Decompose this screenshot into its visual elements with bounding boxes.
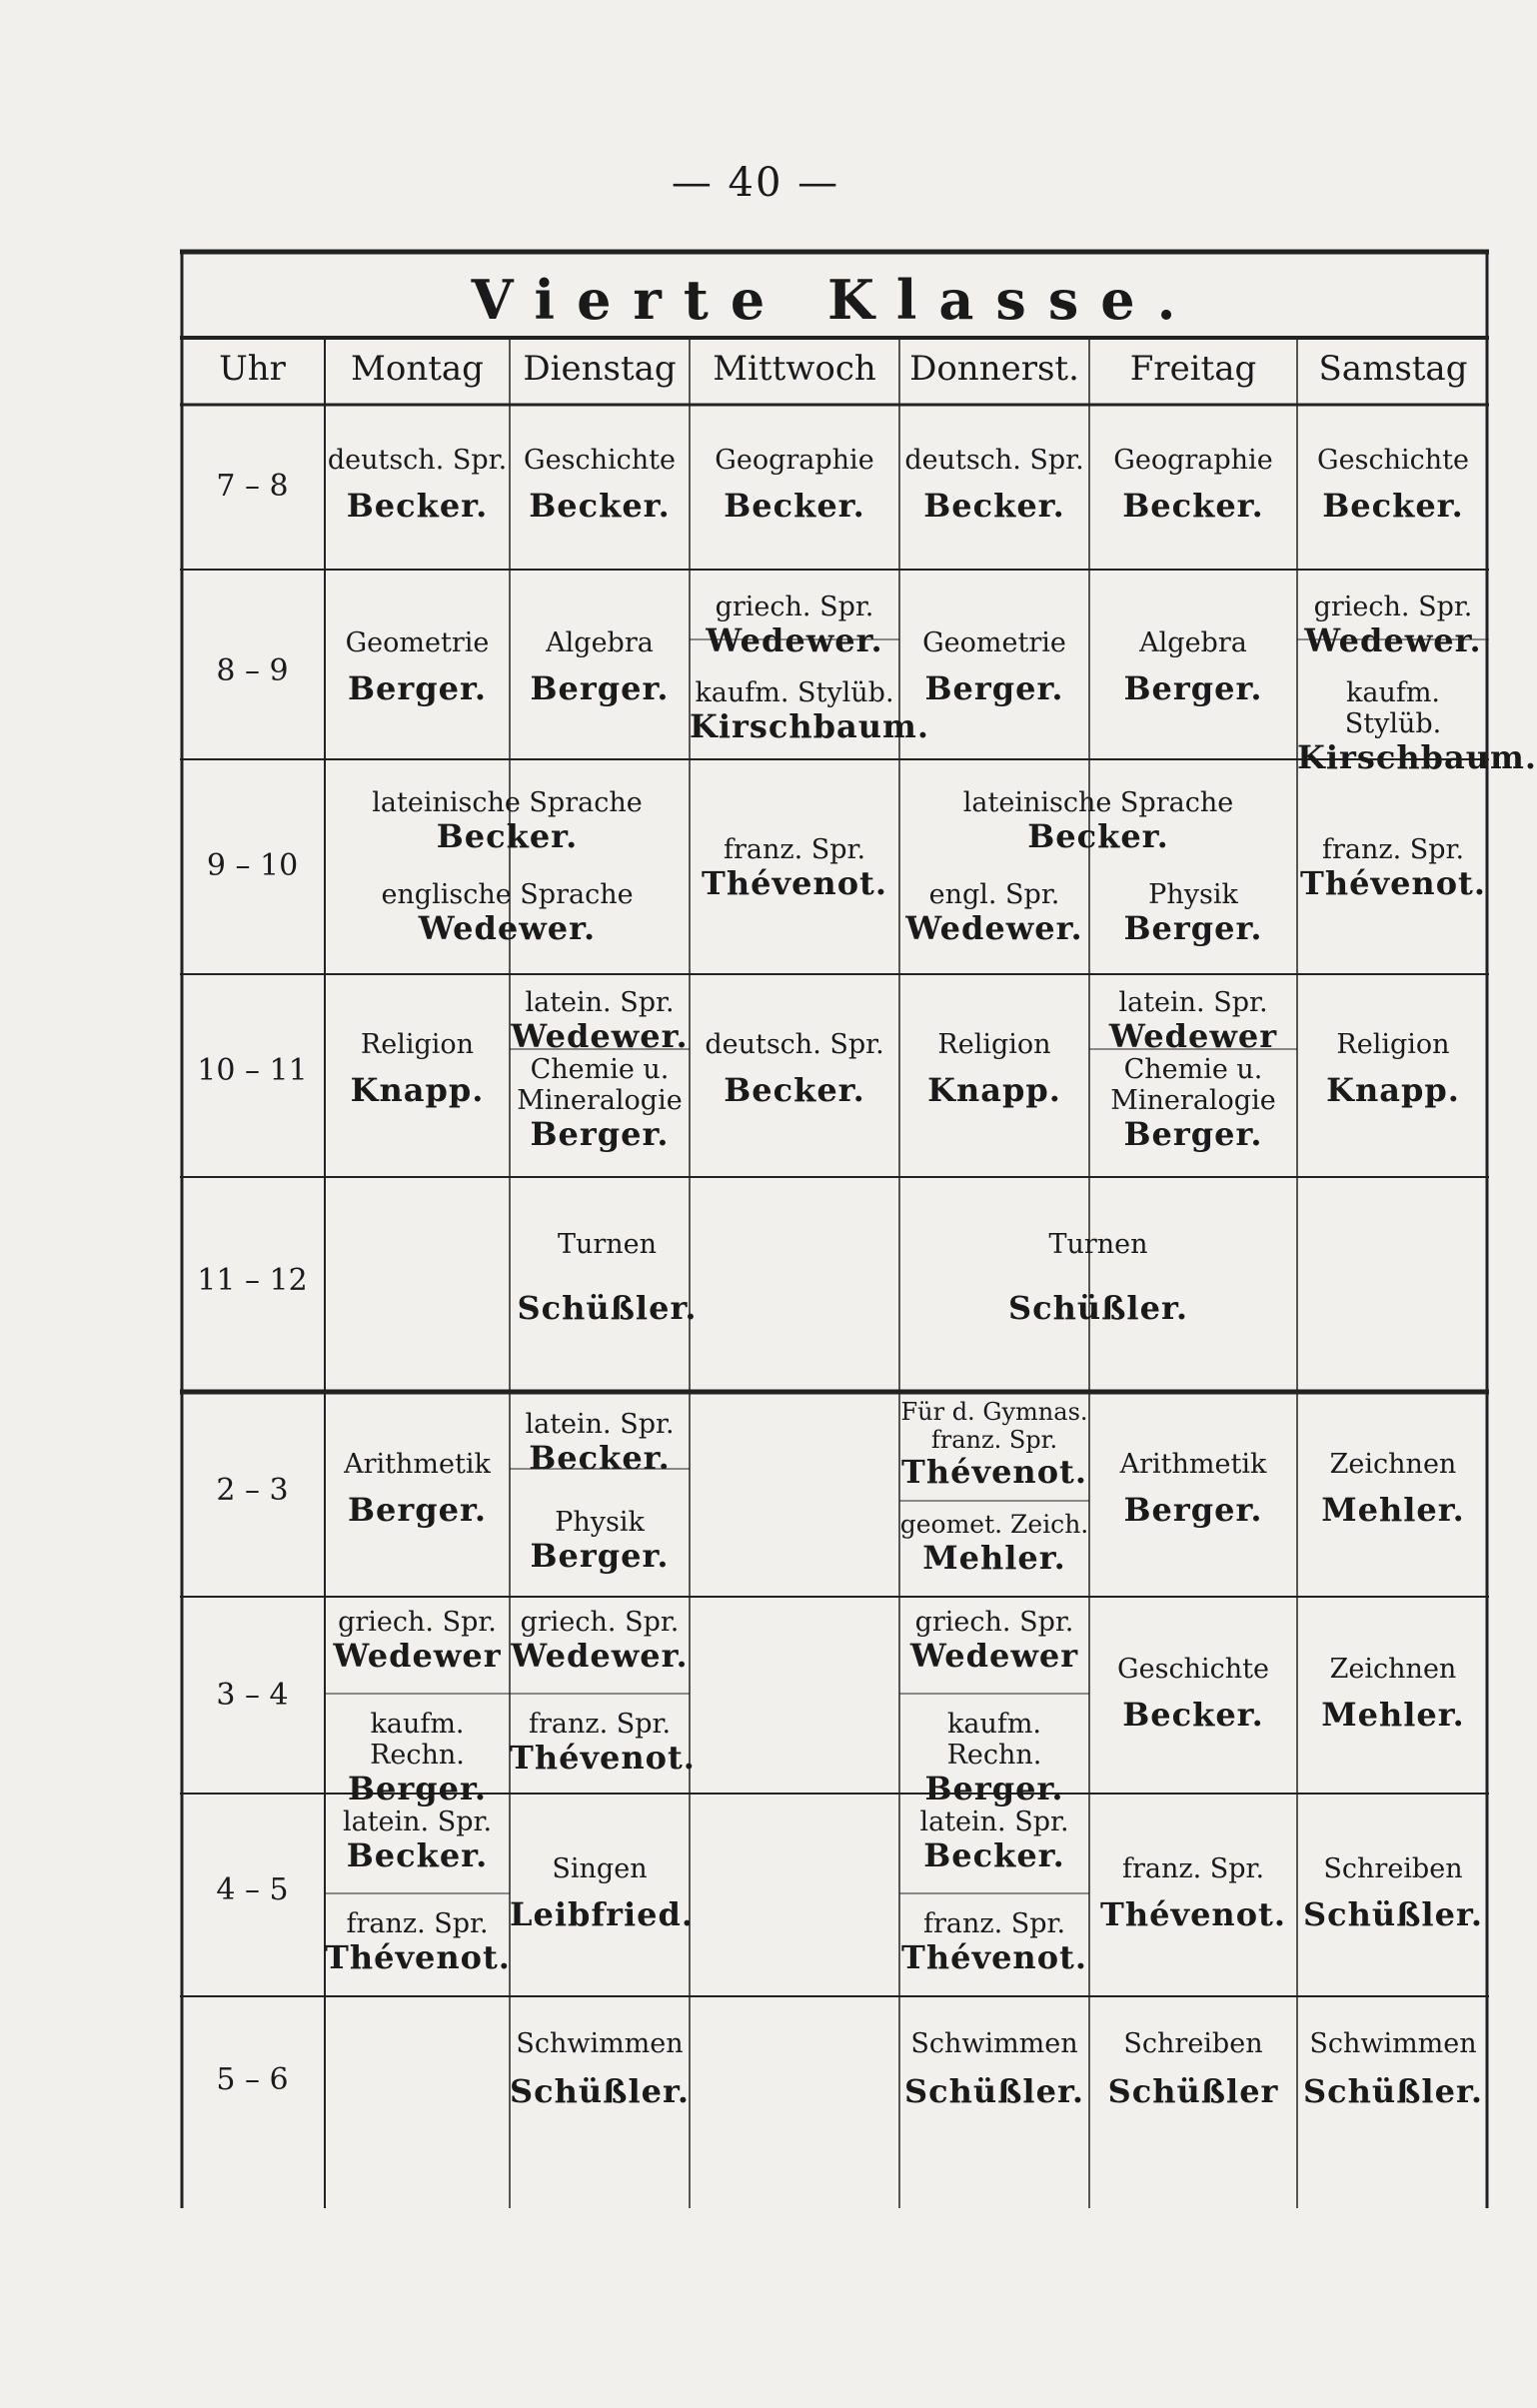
teacher-label: Schüßler.	[1007, 1289, 1188, 1328]
page-number: — 40 —	[671, 160, 840, 206]
subject-label: lateinische Sprache	[962, 787, 1234, 818]
lesson-cell	[325, 1806, 510, 1874]
lesson-cell	[1089, 1654, 1297, 1734]
subject-label: franz. Spr.	[1121, 1853, 1265, 1884]
subject-label: Turnen	[557, 1229, 658, 1260]
subject-label: Geschichte	[1117, 1654, 1269, 1685]
subject-label: franz. Spr.	[922, 1908, 1066, 1939]
subject-label: Chemie u.	[1123, 1054, 1263, 1085]
subject-label: latein. Spr.	[919, 1806, 1069, 1837]
lesson-cell	[325, 1607, 510, 1675]
lesson-cell	[899, 1908, 1089, 1976]
lesson-cell	[325, 1449, 510, 1529]
teacher-label: Knapp.	[1326, 1071, 1460, 1110]
teacher-label: Wedewer.	[418, 909, 597, 948]
subject-label: kaufm. Stylüb.	[695, 677, 894, 708]
teacher-label: Schüßler	[1107, 2072, 1279, 2111]
lesson-cell	[510, 1607, 690, 1675]
teacher-label: Wedewer	[909, 1637, 1079, 1676]
teacher-label: Berger.	[347, 1491, 488, 1530]
lesson-cell	[1297, 445, 1489, 525]
teacher-label: Becker.	[436, 817, 579, 856]
teacher-label: Becker.	[724, 1071, 865, 1110]
subject-label: Physik	[1148, 879, 1238, 910]
time-11-12: 11 – 12	[197, 1263, 308, 1298]
lesson-cell	[325, 879, 690, 947]
lesson-cell	[325, 445, 510, 525]
subject-label: franz. Spr.	[723, 834, 866, 865]
lesson-cell	[1089, 2028, 1297, 2110]
subject-label: Algebra	[1139, 627, 1247, 658]
lesson-cell	[690, 592, 899, 659]
teacher-label: Becker.	[923, 487, 1065, 526]
lesson-cell	[510, 445, 690, 525]
teacher-label: Wedewer.	[905, 909, 1083, 948]
teacher-label: Berger.	[530, 1115, 670, 1154]
subject-label: kaufm. Rechn.	[946, 1709, 1042, 1772]
lesson-cell	[1297, 834, 1489, 902]
lesson-cell	[325, 1229, 889, 1327]
subject-label: lateinische Sprache	[372, 787, 643, 818]
subject-label: griech. Spr.	[914, 1607, 1074, 1638]
lesson-cell	[510, 1409, 690, 1477]
teacher-label: Berger.	[924, 1770, 1064, 1808]
subject-label: geomet. Zeich.	[899, 1510, 1089, 1539]
lesson-cell	[899, 1511, 1089, 1577]
lesson-cell	[899, 445, 1089, 525]
header-samstag: Samstag	[1318, 349, 1468, 389]
teacher-label: Kirschbaum.	[690, 707, 929, 746]
subject-label: Geometrie	[345, 627, 490, 658]
teacher-label: Thévenot.	[510, 1739, 696, 1778]
lesson-cell	[325, 1908, 510, 1976]
lesson-cell	[690, 834, 899, 902]
subject-label: Schreiben	[1123, 2028, 1263, 2059]
teacher-label: Becker.	[1122, 487, 1264, 526]
subject-label: griech. Spr.	[520, 1607, 680, 1638]
lesson-cell	[899, 1806, 1089, 1874]
teacher-label: Thévenot.	[325, 1938, 511, 1977]
teacher-label: Berger.	[530, 1537, 670, 1576]
header-dienstag: Dienstag	[523, 349, 677, 389]
teacher-label: Becker.	[529, 1439, 671, 1478]
lesson-cell	[1297, 2028, 1489, 2110]
subject-label: kaufm. Stylüb.	[1344, 677, 1442, 740]
time-2-3: 2 – 3	[216, 1473, 289, 1508]
subject-label: Physik	[555, 1507, 645, 1538]
header-mittwoch: Mittwoch	[713, 349, 876, 389]
teacher-label: Schüßler.	[1302, 2072, 1483, 2111]
subject-label: Arithmetik	[1119, 1449, 1267, 1480]
subject-label: Chemie u.	[530, 1054, 670, 1085]
header-freitag: Freitag	[1129, 349, 1257, 389]
time-4-5: 4 – 5	[216, 1872, 289, 1907]
lesson-cell	[899, 787, 1297, 855]
lesson-cell	[899, 1029, 1089, 1109]
lesson-cell	[690, 1029, 899, 1109]
subject-label: deutsch. Spr.	[904, 445, 1084, 476]
subject-label: Arithmetik	[344, 1449, 491, 1480]
subject-label: franz. Spr.	[930, 1425, 1058, 1454]
time-5-6: 5 – 6	[216, 2062, 289, 2097]
subject-label: Schwimmen	[516, 2028, 684, 2059]
lesson-cell	[1297, 1449, 1489, 1529]
subject-label: Religion	[937, 1029, 1051, 1060]
lesson-cell	[1297, 1029, 1489, 1109]
teacher-label: Berger.	[924, 669, 1064, 708]
lesson-cell	[1089, 1449, 1297, 1529]
teacher-label: Wedewer.	[1304, 621, 1482, 660]
teacher-label: Becker.	[529, 487, 671, 526]
lesson-cell	[899, 1399, 1089, 1491]
time-3-4: 3 – 4	[216, 1678, 289, 1713]
teacher-label: Berger.	[1123, 1115, 1263, 1154]
header-montag: Montag	[351, 349, 484, 389]
teacher-label: Becker.	[1122, 1696, 1264, 1735]
subject-label: Zeichnen	[1329, 1654, 1457, 1685]
teacher-label: Berger.	[347, 1770, 488, 1808]
subject-label: Schwimmen	[910, 2028, 1078, 2059]
subject-label: englische Sprache	[381, 879, 634, 910]
lesson-cell	[1297, 1853, 1489, 1933]
teacher-label: Berger.	[1123, 1491, 1263, 1530]
teacher-label: Berger.	[1123, 909, 1263, 948]
teacher-label: Knapp.	[350, 1071, 485, 1110]
subject-label: griech. Spr.	[338, 1607, 497, 1638]
subject-label: engl. Spr.	[928, 879, 1060, 910]
teacher-label: Leibfried.	[510, 1895, 695, 1934]
teacher-label: Becker.	[1322, 487, 1464, 526]
subject-label: deutsch. Spr.	[705, 1029, 884, 1060]
subject-label: Algebra	[546, 627, 654, 658]
teacher-label: Wedewer	[333, 1637, 502, 1676]
subject-label: franz. Spr.	[346, 1908, 489, 1939]
lesson-cell	[1297, 592, 1489, 659]
subject-label: Geographie	[715, 445, 874, 476]
lesson-cell	[510, 1054, 690, 1153]
subject-label: kaufm. Rechn.	[370, 1709, 465, 1772]
teacher-label: Wedewer.	[511, 1017, 689, 1056]
teacher-label: Schüßler.	[517, 1289, 698, 1328]
teacher-label: Kirschbaum.	[1297, 738, 1537, 777]
lesson-cell	[1089, 879, 1297, 947]
lesson-cell	[325, 787, 690, 855]
subject-label: Für d. Gymnas.	[900, 1398, 1088, 1426]
lesson-cell	[899, 879, 1089, 947]
header-donnerstag: Donnerst.	[909, 349, 1079, 389]
subject-label: griech. Spr.	[715, 592, 874, 622]
teacher-label: Becker.	[346, 1836, 489, 1875]
lesson-cell	[690, 677, 929, 746]
teacher-label: Schüßler.	[510, 2072, 691, 2111]
lesson-cell	[325, 1029, 510, 1109]
teacher-label: Schüßler.	[1302, 1895, 1483, 1934]
subject-label: Schwimmen	[1309, 2028, 1477, 2059]
lesson-cell	[510, 987, 690, 1055]
teacher-label: Wedewer.	[511, 1637, 689, 1676]
subject-label: Geometrie	[922, 627, 1066, 658]
subject-label: Mineralogie	[1110, 1085, 1276, 1117]
lesson-cell	[510, 1507, 690, 1575]
teacher-label: Becker.	[923, 1836, 1065, 1875]
teacher-label: Berger.	[530, 669, 670, 708]
teacher-label: Wedewer	[1108, 1017, 1278, 1056]
subject-label: Geographie	[1113, 445, 1273, 476]
lesson-cell	[1297, 1654, 1489, 1734]
time-7-8: 7 – 8	[216, 469, 289, 504]
subject-label: Turnen	[1048, 1229, 1148, 1260]
time-10-11: 10 – 11	[197, 1053, 308, 1088]
lesson-cell	[510, 1709, 696, 1778]
teacher-label: Schüßler.	[903, 2072, 1084, 2111]
header-uhr: Uhr	[219, 349, 286, 389]
lesson-cell	[690, 445, 899, 525]
subject-label: latein. Spr.	[1118, 987, 1268, 1018]
subject-label: Geschichte	[524, 445, 676, 476]
lesson-cell	[1089, 987, 1297, 1055]
teacher-label: Becker.	[346, 487, 489, 526]
teacher-label: Berger.	[347, 669, 488, 708]
timetable	[180, 250, 1537, 2208]
subject-label: latein. Spr.	[525, 987, 675, 1018]
teacher-label: Thévenot.	[1100, 1895, 1286, 1934]
teacher-label: Wedewer.	[706, 621, 883, 660]
subject-label: Schreiben	[1323, 1853, 1463, 1884]
subject-label: deutsch. Spr.	[327, 445, 508, 476]
subject-label: Religion	[1336, 1029, 1450, 1060]
lesson-cell	[1089, 1054, 1297, 1153]
lesson-cell	[510, 1853, 695, 1934]
subject-label: griech. Spr.	[1313, 592, 1473, 622]
lesson-cell	[899, 1709, 1089, 1807]
subject-label: Zeichnen	[1329, 1449, 1457, 1480]
teacher-label: Knapp.	[927, 1071, 1061, 1110]
subject-label: latein. Spr.	[525, 1409, 675, 1440]
subject-label: Religion	[360, 1029, 475, 1060]
lesson-cell	[325, 627, 510, 707]
teacher-label: Berger.	[1123, 669, 1263, 708]
lesson-cell	[1297, 677, 1537, 777]
subject-label: Mineralogie	[517, 1085, 683, 1117]
subject-label: Singen	[552, 1853, 648, 1884]
lesson-cell	[510, 2028, 690, 2110]
teacher-label: Thévenot.	[702, 864, 887, 903]
time-9-10: 9 – 10	[206, 848, 299, 883]
subject-label: franz. Spr.	[528, 1709, 672, 1740]
lesson-cell	[1089, 1853, 1297, 1933]
lesson-cell	[899, 2028, 1089, 2110]
lesson-cell	[1089, 627, 1297, 707]
subject-label: latein. Spr.	[342, 1806, 493, 1837]
teacher-label: Mehler.	[1321, 1491, 1465, 1530]
lesson-cell	[510, 627, 690, 707]
subject-label: Geschichte	[1317, 445, 1469, 476]
lesson-cell	[899, 1607, 1089, 1675]
subject-label: franz. Spr.	[1321, 834, 1465, 865]
time-8-9: 8 – 9	[216, 653, 289, 688]
lesson-cell	[899, 627, 1089, 707]
teacher-label: Thévenot.	[901, 1453, 1087, 1492]
teacher-label: Mehler.	[1321, 1696, 1465, 1735]
teacher-label: Thévenot.	[1300, 864, 1486, 903]
table-title: Vierte Klasse.	[471, 268, 1198, 332]
teacher-label: Becker.	[724, 487, 865, 526]
teacher-label: Thévenot.	[901, 1938, 1087, 1977]
lesson-cell	[1089, 445, 1297, 525]
teacher-label: Mehler.	[922, 1538, 1066, 1577]
lesson-cell	[899, 1229, 1297, 1327]
lesson-cell	[325, 1709, 510, 1807]
teacher-label: Becker.	[1027, 817, 1169, 856]
